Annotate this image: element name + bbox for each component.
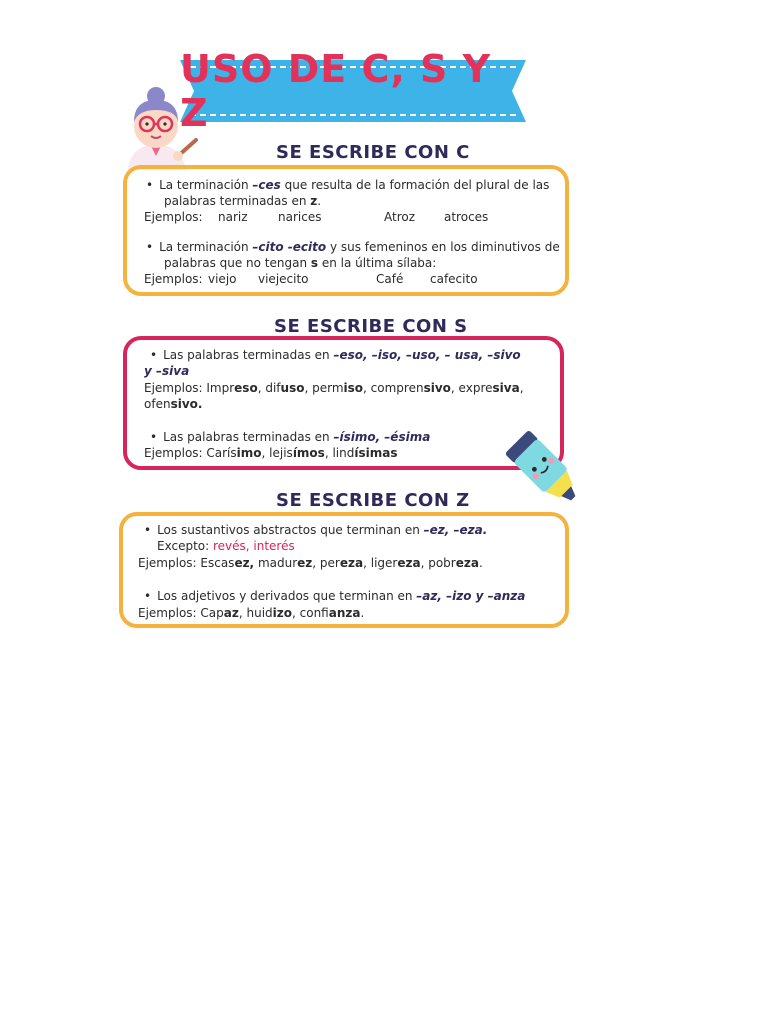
- highlighter-illustration: [498, 424, 592, 516]
- c-examples1: Ejemplos: nariz narices Atroz atroces: [144, 210, 489, 224]
- s-examples1-line2: ofensivo.: [144, 397, 203, 411]
- heading-z: SE ESCRIBE CON Z: [276, 490, 470, 511]
- c-rule2-line2: palabras que no tengan s en la última sílaba:: [164, 256, 437, 270]
- c-rule1-line2: palabras terminadas en z.: [164, 194, 322, 208]
- page-title: USO DE C, S Y Z: [180, 47, 492, 135]
- s-rule2-line1: • Las palabras terminadas en –ísimo, –ésima: [150, 429, 430, 445]
- s-rule1-line2: y –siva: [144, 364, 190, 378]
- z-examples1: Ejemplos: Escasez, madurez, pereza, ligereza, pobreza.: [138, 556, 483, 570]
- z-rule2: • Los adjetivos y derivados que terminan en –az, –izo y –anza: [144, 588, 525, 604]
- z-exception: Excepto: revés, interés: [157, 539, 295, 553]
- c-examples2: Ejemplos: viejo viejecito Café cafecito: [144, 272, 478, 286]
- title-banner: [180, 47, 526, 135]
- c-rule2-line1: • La terminación –cito -ecito y sus femeninos en los diminutivos de: [146, 239, 560, 255]
- heading-c: SE ESCRIBE CON C: [276, 142, 470, 163]
- s-examples2: Ejemplos: Carísimo, lejisímos, lindísimas: [144, 446, 398, 460]
- z-examples2: Ejemplos: Capaz, huidizo, confianza.: [138, 606, 365, 620]
- heading-s: SE ESCRIBE CON S: [274, 316, 468, 337]
- s-examples1: Ejemplos: Impreso, difuso, permiso, comprensivo, expresiva,: [144, 381, 524, 395]
- z-rule1: • Los sustantivos abstractos que terminan en –ez, –eza.: [144, 522, 487, 538]
- c-rule1-line1: • La terminación –ces que resulta de la formación del plural de las: [146, 177, 549, 193]
- s-rule1-line1: • Las palabras terminadas en –eso, –iso, –uso, – usa, –sivo: [150, 347, 521, 363]
